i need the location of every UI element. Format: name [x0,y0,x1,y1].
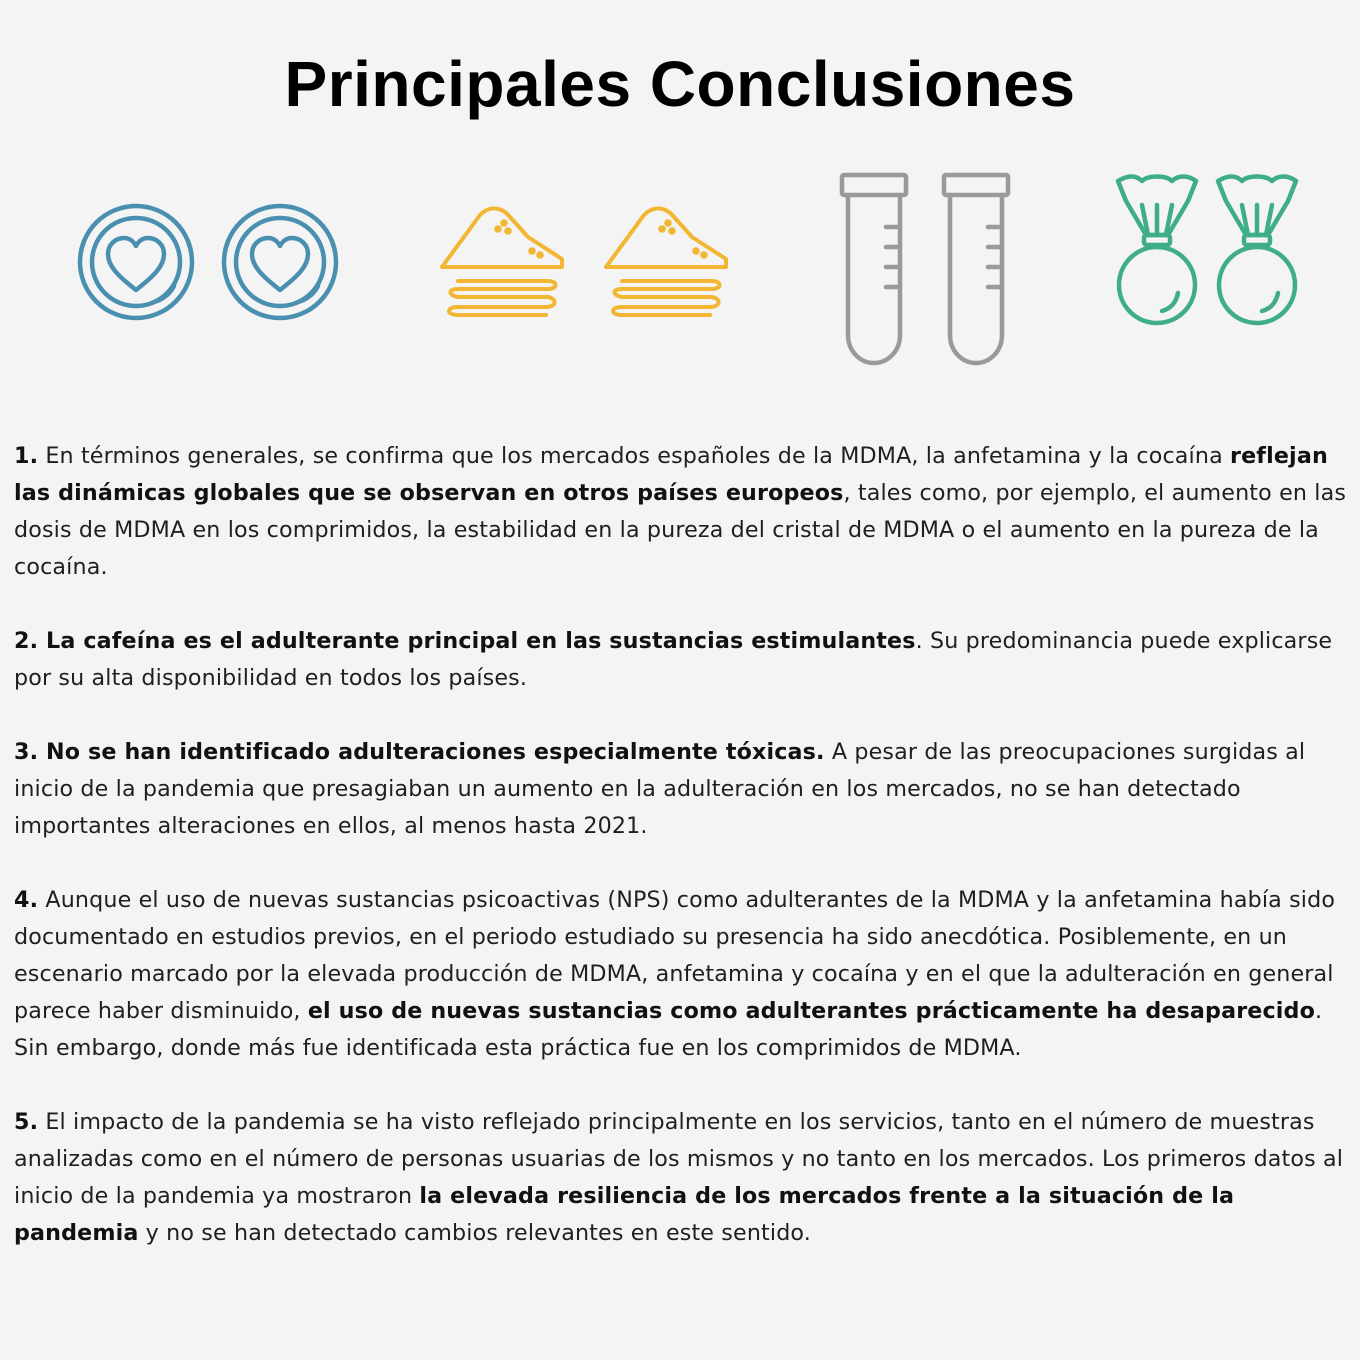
icon-row [0,165,1360,375]
conclusion-text: y no se han detectado cambios relevantes en este sentido. [138,1220,811,1246]
conclusion-highlight: reflejan las dinámicas globales que se observan en otros países europeos [14,443,1328,506]
conclusion-highlight: el uso de nuevas sustancias como adulterantes prácticamente ha desaparecido [307,998,1315,1024]
conclusion-text: En términos generales, se confirma que los mercados españoles de la MDMA, la anfetamina y la cocaína [38,443,1231,469]
conclusion-item [14,623,1350,697]
conclusion-number: 4. [14,887,39,913]
conclusion-text: . Su predominancia puede explicarse por su alta disponibilidad en todos los países. [14,628,1333,691]
conclusion-highlight: No se han identificado adulteraciones especialmente tóxicas. [38,739,825,765]
conclusion-text: El impacto de la pandemia se ha visto reflejado principalmente en los servicios, tanto en el número de muestras analizadas como en el número de personas usuarias de los mismos y no tanto en los mercados. Los primeros datos al inicio de la pandemia ya mostraron [14,1109,1344,1209]
conclusion-text: . Sin embargo, donde más fue identificada esta práctica fue en los comprimidos de MDMA. [14,998,1323,1061]
conclusion-item [14,438,1350,586]
drug-baggie-icon [1212,173,1302,333]
drug-baggie-icon [1112,173,1202,333]
conclusions-list [14,438,1350,1289]
test-tube-icon [940,171,1012,369]
conclusion-text: Aunque el uso de nuevas sustancias psicoactivas (NPS) como adulterantes de la MDMA y la anfetamina había sido documentado en estudios previos, en el periodo estudiado su presencia ha sido anecdótica. Posiblemente, en un escenario marcado por la elevada producción de MDMA, anfetamina y cocaína y en el que la adulteración en general parece haber disminuido, [14,887,1336,1024]
conclusion-number: 5. [14,1109,39,1135]
powder-pile-icon [600,203,732,321]
powder-pile-icon [436,203,568,321]
page-title: Principales Conclusiones [284,48,1076,120]
conclusion-number: 2. [14,628,39,654]
conclusion-highlight: la elevada resiliencia de los mercados frente a la situación de la pandemia [14,1183,1235,1246]
conclusion-item [14,734,1350,845]
pill-heart-icon [220,202,342,324]
conclusion-highlight: La cafeína es el adulterante principal en las sustancias estimulantes [38,628,916,654]
conclusion-number: 3. [14,739,39,765]
conclusion-item [14,882,1350,1067]
test-tube-icon [838,171,910,369]
pill-heart-icon [76,202,198,324]
conclusion-text: A pesar de las preocupaciones surgidas al inicio de la pandemia que presagiaban un aumento en la adulteración en los mercados, no se han detectado importantes alteraciones en ellos, al menos hasta 2021. [14,739,1306,839]
conclusion-text: , tales como, por ejemplo, el aumento en las dosis de MDMA en los comprimidos, la estabilidad en la pureza del cristal de MDMA o el aumento en la pureza de la cocaína. [14,480,1347,580]
conclusion-item [14,1104,1350,1252]
conclusion-number: 1. [14,443,39,469]
